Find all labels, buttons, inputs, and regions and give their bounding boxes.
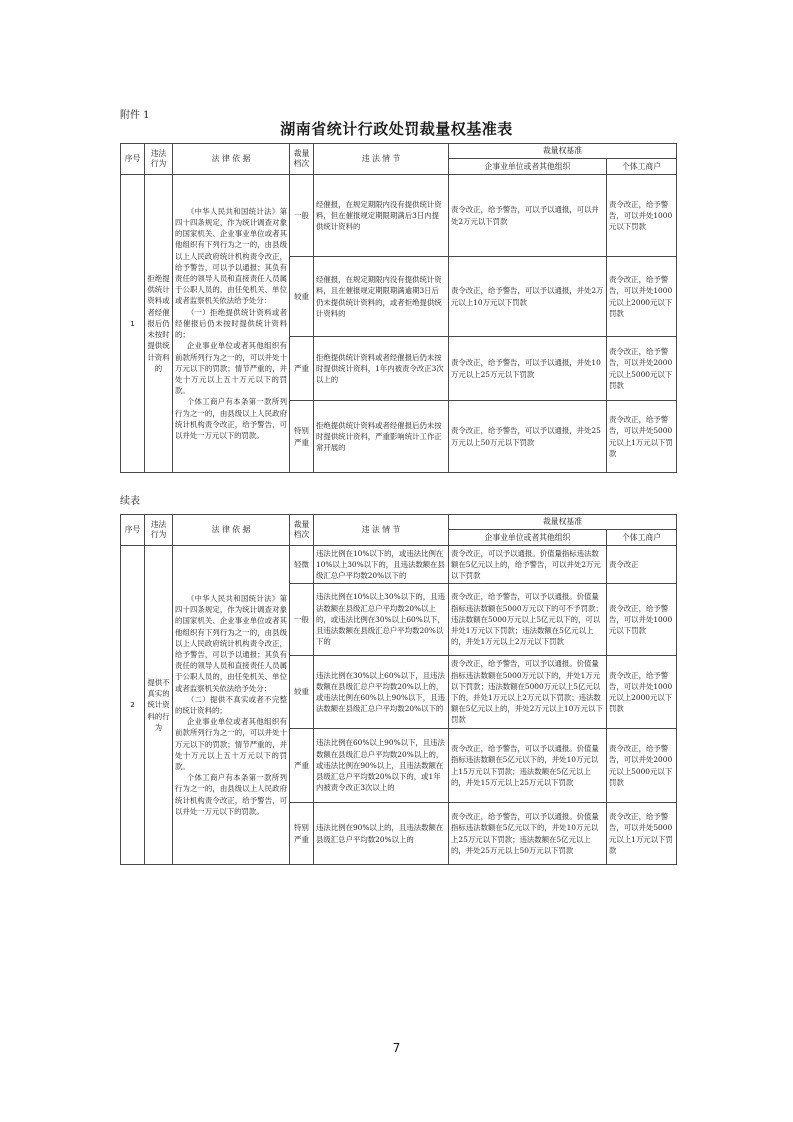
basis-paragraph: 《中华人民共和国统计法》第四十四条规定，作为统计调查对象的国家机关、企业事业单位或者其他组织有下列行为之一的，由县级以上人民政府统计机构责令改正，给予警告，可以予以通报；其负有责任的领导人员和直接责任人员属于公职人员的，由任免机关、单位或者监察机关依法给予处分： [175,593,287,693]
enterprise-cell: 责令改正，给予警告，可以予以通报，并处10万元以上25万元以下罚款 [449,337,607,401]
header-individual: 个体工商户 [607,530,677,546]
enterprise-cell: 责令改正，给予警告，可以予以通报。价值量指标违法数额在5000万元以下的，并处1万元以下罚款；违法数额在5000万元以上5亿元以下的，并处1万元以上2万元以下罚款；违法数额在5亿元以上的，并处2万元以上10万元以下罚款 [449,656,607,729]
header-circumstance: 违 法 情 节 [314,515,449,546]
circumstance-cell: 违法比例在60%以上90%以下，且违法数额在县级汇总户平均数20%以上的，或违法比例在90%以上，且违法数额在县级汇总户平均数20%以下的，或1年内被责令改正3次以上的 [314,729,449,803]
basis-paragraph: 个体工商户有本条第一款所列行为之一的，由县级以上人民政府统计机构责令改正，给予警告，可以并处一万元以下的罚款。 [175,773,287,816]
basis-paragraph: （一）拒绝提供统计资料或者经催报后仍未按时提供统计资料的； [175,307,287,340]
level-cell: 较重 [290,656,314,729]
legal-basis [173,175,290,473]
header-enterprise: 企事业单位或者其他组织 [449,159,607,175]
enterprise-cell: 责令改正，给予警告，可以予以通报，并处25万元以上50万元以下罚款 [449,401,607,473]
header-level: 裁量档次 [290,515,314,546]
header-no: 序号 [121,515,145,546]
row-number: 2 [121,546,145,865]
attachment-label: 附件 1 [120,110,150,121]
header-individual: 个体工商户 [607,159,677,175]
level-cell: 一般 [290,175,314,257]
individual-cell: 责令改正，给予警告，可以并处5000元以上1万元以下罚款 [607,401,677,473]
legal-basis [173,546,290,865]
basis-paragraph: 《中华人民共和国统计法》第四十四条规定，作为统计调查对象的国家机关、企业事业单位或者其他组织有下列行为之一的，由县级以上人民政府统计机构责令改正，给予警告，可以予以通报；其负有责任的领导人员和直接责任人员属于公职人员的，由任免机关、单位或者监察机关依法给予处分： [175,206,287,306]
individual-cell: 责令改正，给予警告，可以并处2000元以上5000元以下罚款 [607,729,677,803]
circumstance-cell: 经催报，在规定期限内没有提供统计资料，且在催报规定期限期满逾期3日后仍未提供统计资料的，或者拒绝提供统计资料的 [314,257,449,337]
header-enterprise: 企事业单位或者其他组织 [449,530,607,546]
table-row [121,546,677,584]
enterprise-cell: 责令改正，给予警告，可以予以通报，并处2万元以上10万元以下罚款 [449,257,607,337]
header-act: 违法行为 [145,515,173,546]
individual-cell: 责令改正，给予警告，可以并处1000元以下罚款 [607,584,677,656]
enterprise-cell: 责令改正，可以予以通报。价值量指标违法数额在5亿元以上的，给予警告，可以并处2万元以下罚款 [449,546,607,584]
violation-act: 提供不真实的统计资料的行为 [145,546,173,865]
header-basis: 法 律 依 据 [173,515,290,546]
penalty-table-1 [120,143,677,473]
level-cell: 特别严重 [290,803,314,865]
header-level: 裁量档次 [290,144,314,175]
header-benchmark: 裁量权基准 [449,515,677,530]
basis-paragraph: 企业事业单位或者其他组织有前款所列行为之一的，可以并处十万元以下的罚款；情节严重的，并处十万元以上五十万元以下的罚款。 [175,717,287,772]
violation-act: 拒绝提供统计资料或者经催报后仍未按时提供统计资料的 [145,175,173,473]
level-cell: 特别严重 [290,401,314,473]
page-number: 7 [392,1041,401,1055]
individual-cell: 责令改正 [607,546,677,584]
level-cell: 一般 [290,584,314,656]
enterprise-cell: 责令改正，给予警告，可以予以通报，可以并处2万元以下罚款 [449,175,607,257]
basis-paragraph: 个体工商户有本条第一款所列行为之一的，由县级以上人民政府统计机构责令改正，给予警告，可以并处一万元以下的罚款。 [175,397,287,440]
table-row [121,175,677,257]
header-benchmark: 裁量权基准 [449,144,677,159]
header-act: 违法行为 [145,144,173,175]
circumstance-cell: 违法比例在30%以上60%以下，且违法数额在县级汇总户平均数20%以上的，或违法比例在60%以上90%以下，且违法数额在县级汇总户平均数20%以下的 [314,656,449,729]
header-circumstance: 违 法 情 节 [314,144,449,175]
circumstance-cell: 违法比例在10%以下的，或违法比例在10%以上30%以下的，且违法数额在县级汇总户平均数20%以下的 [314,546,449,584]
continued-label: 续表 [120,496,140,507]
circumstance-cell: 经催报，在规定期限内没有提供统计资料，但在催报规定期限期满后3日内提供统计资料的 [314,175,449,257]
penalty-table-2 [120,514,677,865]
individual-cell: 责令改正，给予警告，可以并处1000元以下罚款 [607,175,677,257]
header-no: 序号 [121,144,145,175]
level-cell: 较重 [290,257,314,337]
individual-cell: 责令改正，给予警告，可以并处1000元以上2000元以下罚款 [607,656,677,729]
individual-cell: 责令改正，给予警告，可以并处1000元以上2000元以下罚款 [607,257,677,337]
individual-cell: 责令改正，给予警告，可以并处5000元以上1万元以下罚款 [607,803,677,865]
basis-paragraph: （二）提供不真实或者不完整的统计资料的； [175,694,287,715]
level-cell: 轻微 [290,546,314,584]
circumstance-cell: 拒绝提供统计资料或者经催报后仍未按时提供统计资料，严重影响统计工作正常开展的 [314,401,449,473]
individual-cell: 责令改正，给予警告，可以并处2000元以上5000元以下罚款 [607,337,677,401]
basis-paragraph: 企业事业单位或者其他组织有前款所列行为之一的，可以并处十万元以下的罚款；情节严重的，并处十万元以上五十万元以下的罚款。 [175,341,287,396]
enterprise-cell: 责令改正，给予警告，可以予以通报。价值量指标违法数额在5亿元以下的，并处10万元以上25万元以下罚款；违法数额在5亿元以上的，并处25万元以上50万元以下罚款 [449,803,607,865]
circumstance-cell: 违法比例在10%以上30%以下的，且违法数额在县级汇总户平均数20%以上的，或违法比例在30%以上60%以下，且违法数额在县级汇总户平均数20%以下的 [314,584,449,656]
row-number: 1 [121,175,145,473]
enterprise-cell: 责令改正，给予警告，可以予以通报。价值量指标违法数额在5亿元以下的，并处10万元以上15万元以下罚款；违法数额在5亿元以上的，并处15万元以上25万元以下罚款 [449,729,607,803]
enterprise-cell: 责令改正，给予警告，可以予以通报。价值量指标违法数额在5000万元以下的可不予罚款；违法数额在5000万元以上5亿元以下的，可以并处1万元以下罚款；违法数额在5亿元以上的，并处1万元以上2万元以下罚款 [449,584,607,656]
level-cell: 严重 [290,337,314,401]
circumstance-cell: 违法比例在90%以上的，且违法数额在县级汇总户平均数20%以上的 [314,803,449,865]
header-basis: 法 律 依 据 [173,144,290,175]
level-cell: 严重 [290,729,314,803]
circumstance-cell: 拒绝提供统计资料或者经催报后仍未按时提供统计资料，1年内被责令改正3次以上的 [314,337,449,401]
page-title: 湖南省统计行政处罚裁量权基准表 [280,120,513,138]
